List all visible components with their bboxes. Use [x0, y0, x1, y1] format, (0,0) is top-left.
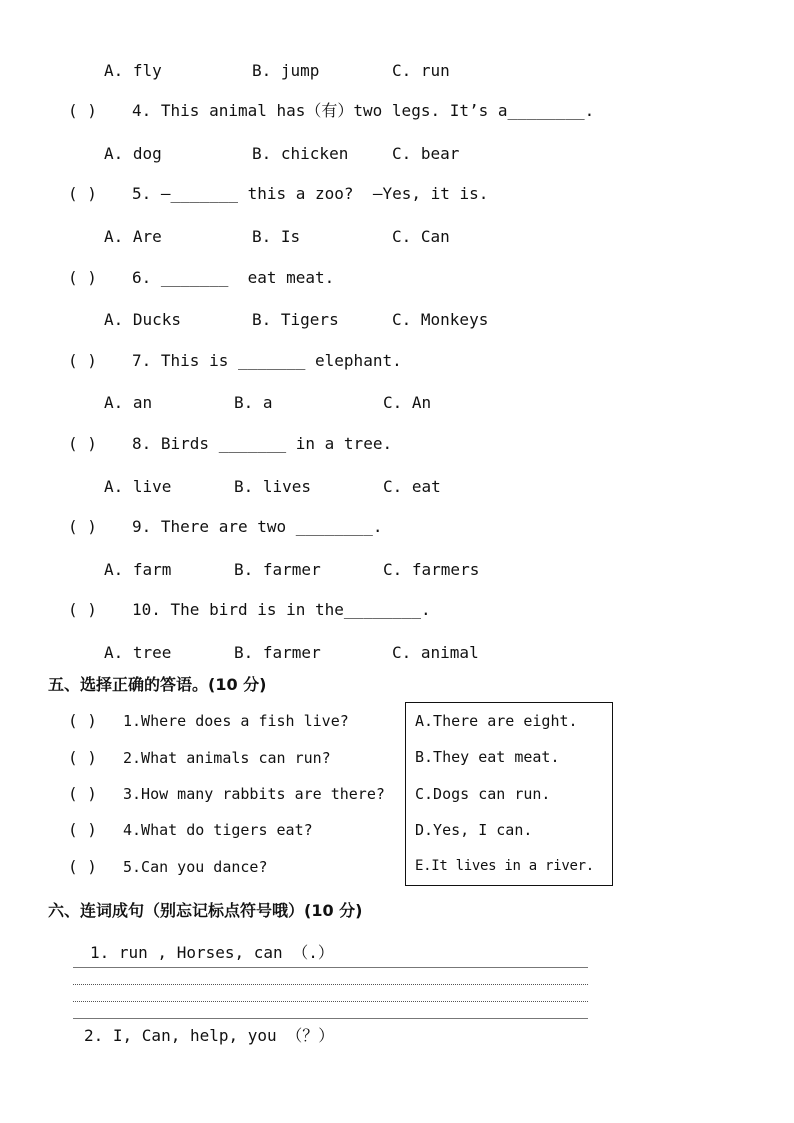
answer-paren[interactable]: ( ) [68, 268, 97, 287]
question-text: 7. This is _______ elephant. [132, 351, 402, 370]
sentence-prompt-1: 1. run , Horses, can （.） [90, 943, 334, 962]
answer-paren[interactable]: ( ) [68, 748, 97, 767]
answer-paren[interactable]: ( ) [68, 351, 97, 370]
answer-options-box [405, 702, 613, 886]
option-b: B. farmer [234, 643, 321, 662]
answer-paren[interactable]: ( ) [68, 184, 97, 203]
answer-paren[interactable]: ( ) [68, 820, 97, 839]
option-c: C. farmers [383, 560, 480, 579]
answer-paren[interactable]: ( ) [68, 517, 97, 536]
option-c: C. Can [392, 227, 450, 246]
option-a: A. live [104, 477, 172, 496]
writing-line[interactable] [73, 967, 588, 968]
question-text: 5.Can you dance? [123, 858, 268, 876]
section-title: 五、选择正确的答语。(10 分) [48, 675, 267, 694]
answer-option: E.It lives in a river. [415, 858, 594, 874]
option-a: A. farm [104, 560, 172, 579]
question-text: 4. This animal has（有）two legs. It’s a________. [132, 101, 595, 120]
option-b: B. a [234, 393, 273, 412]
option-a: A. Are [104, 227, 162, 246]
q3-option-b: B. jump [252, 61, 320, 80]
section-title: 六、连词成句（别忘记标点符号哦）(10 分) [48, 901, 363, 920]
sentence-prompt-2: 2. I, Can, help, you （？） [84, 1026, 335, 1045]
writing-line[interactable] [73, 1018, 588, 1019]
answer-option: B.They eat meat. [415, 748, 560, 766]
answer-paren[interactable]: ( ) [68, 857, 97, 876]
option-c: C. Monkeys [392, 310, 489, 329]
answer-paren[interactable]: ( ) [68, 784, 97, 803]
option-c: C. eat [383, 477, 441, 496]
option-a: A. dog [104, 144, 162, 163]
answer-option: D.Yes, I can. [415, 821, 533, 839]
option-b: B. chicken [252, 144, 349, 163]
question-text: 5. —_______ this a zoo? —Yes, it is. [132, 184, 489, 203]
writing-line[interactable] [73, 1001, 588, 1002]
option-c: C. animal [392, 643, 479, 662]
answer-paren[interactable]: ( ) [68, 711, 97, 730]
question-text: 3.How many rabbits are there? [123, 785, 385, 803]
question-text: 8. Birds _______ in a tree. [132, 434, 393, 453]
question-text: 6. _______ eat meat. [132, 268, 335, 287]
answer-paren[interactable]: ( ) [68, 434, 97, 453]
option-a: A. tree [104, 643, 172, 662]
option-b: B. farmer [234, 560, 321, 579]
option-b: B. Tigers [252, 310, 339, 329]
option-a: A. an [104, 393, 153, 412]
question-text: 2.What animals can run? [123, 749, 331, 767]
answer-option: A.There are eight. [415, 712, 578, 730]
answer-paren[interactable]: ( ) [68, 600, 97, 619]
question-text: 4.What do tigers eat? [123, 821, 313, 839]
answer-paren[interactable]: ( ) [68, 101, 97, 120]
question-text: 9. There are two ________. [132, 517, 383, 536]
option-a: A. Ducks [104, 310, 182, 329]
writing-line[interactable] [73, 984, 588, 985]
option-c: C. An [383, 393, 432, 412]
option-b: B. lives [234, 477, 312, 496]
option-b: B. Is [252, 227, 301, 246]
answer-option: C.Dogs can run. [415, 785, 551, 803]
option-c: C. bear [392, 144, 460, 163]
q3-option-c: C. run [392, 61, 450, 80]
question-text: 10. The bird is in the________. [132, 600, 431, 619]
question-text: 1.Where does a fish live? [123, 712, 349, 730]
q3-option-a: A. fly [104, 61, 162, 80]
